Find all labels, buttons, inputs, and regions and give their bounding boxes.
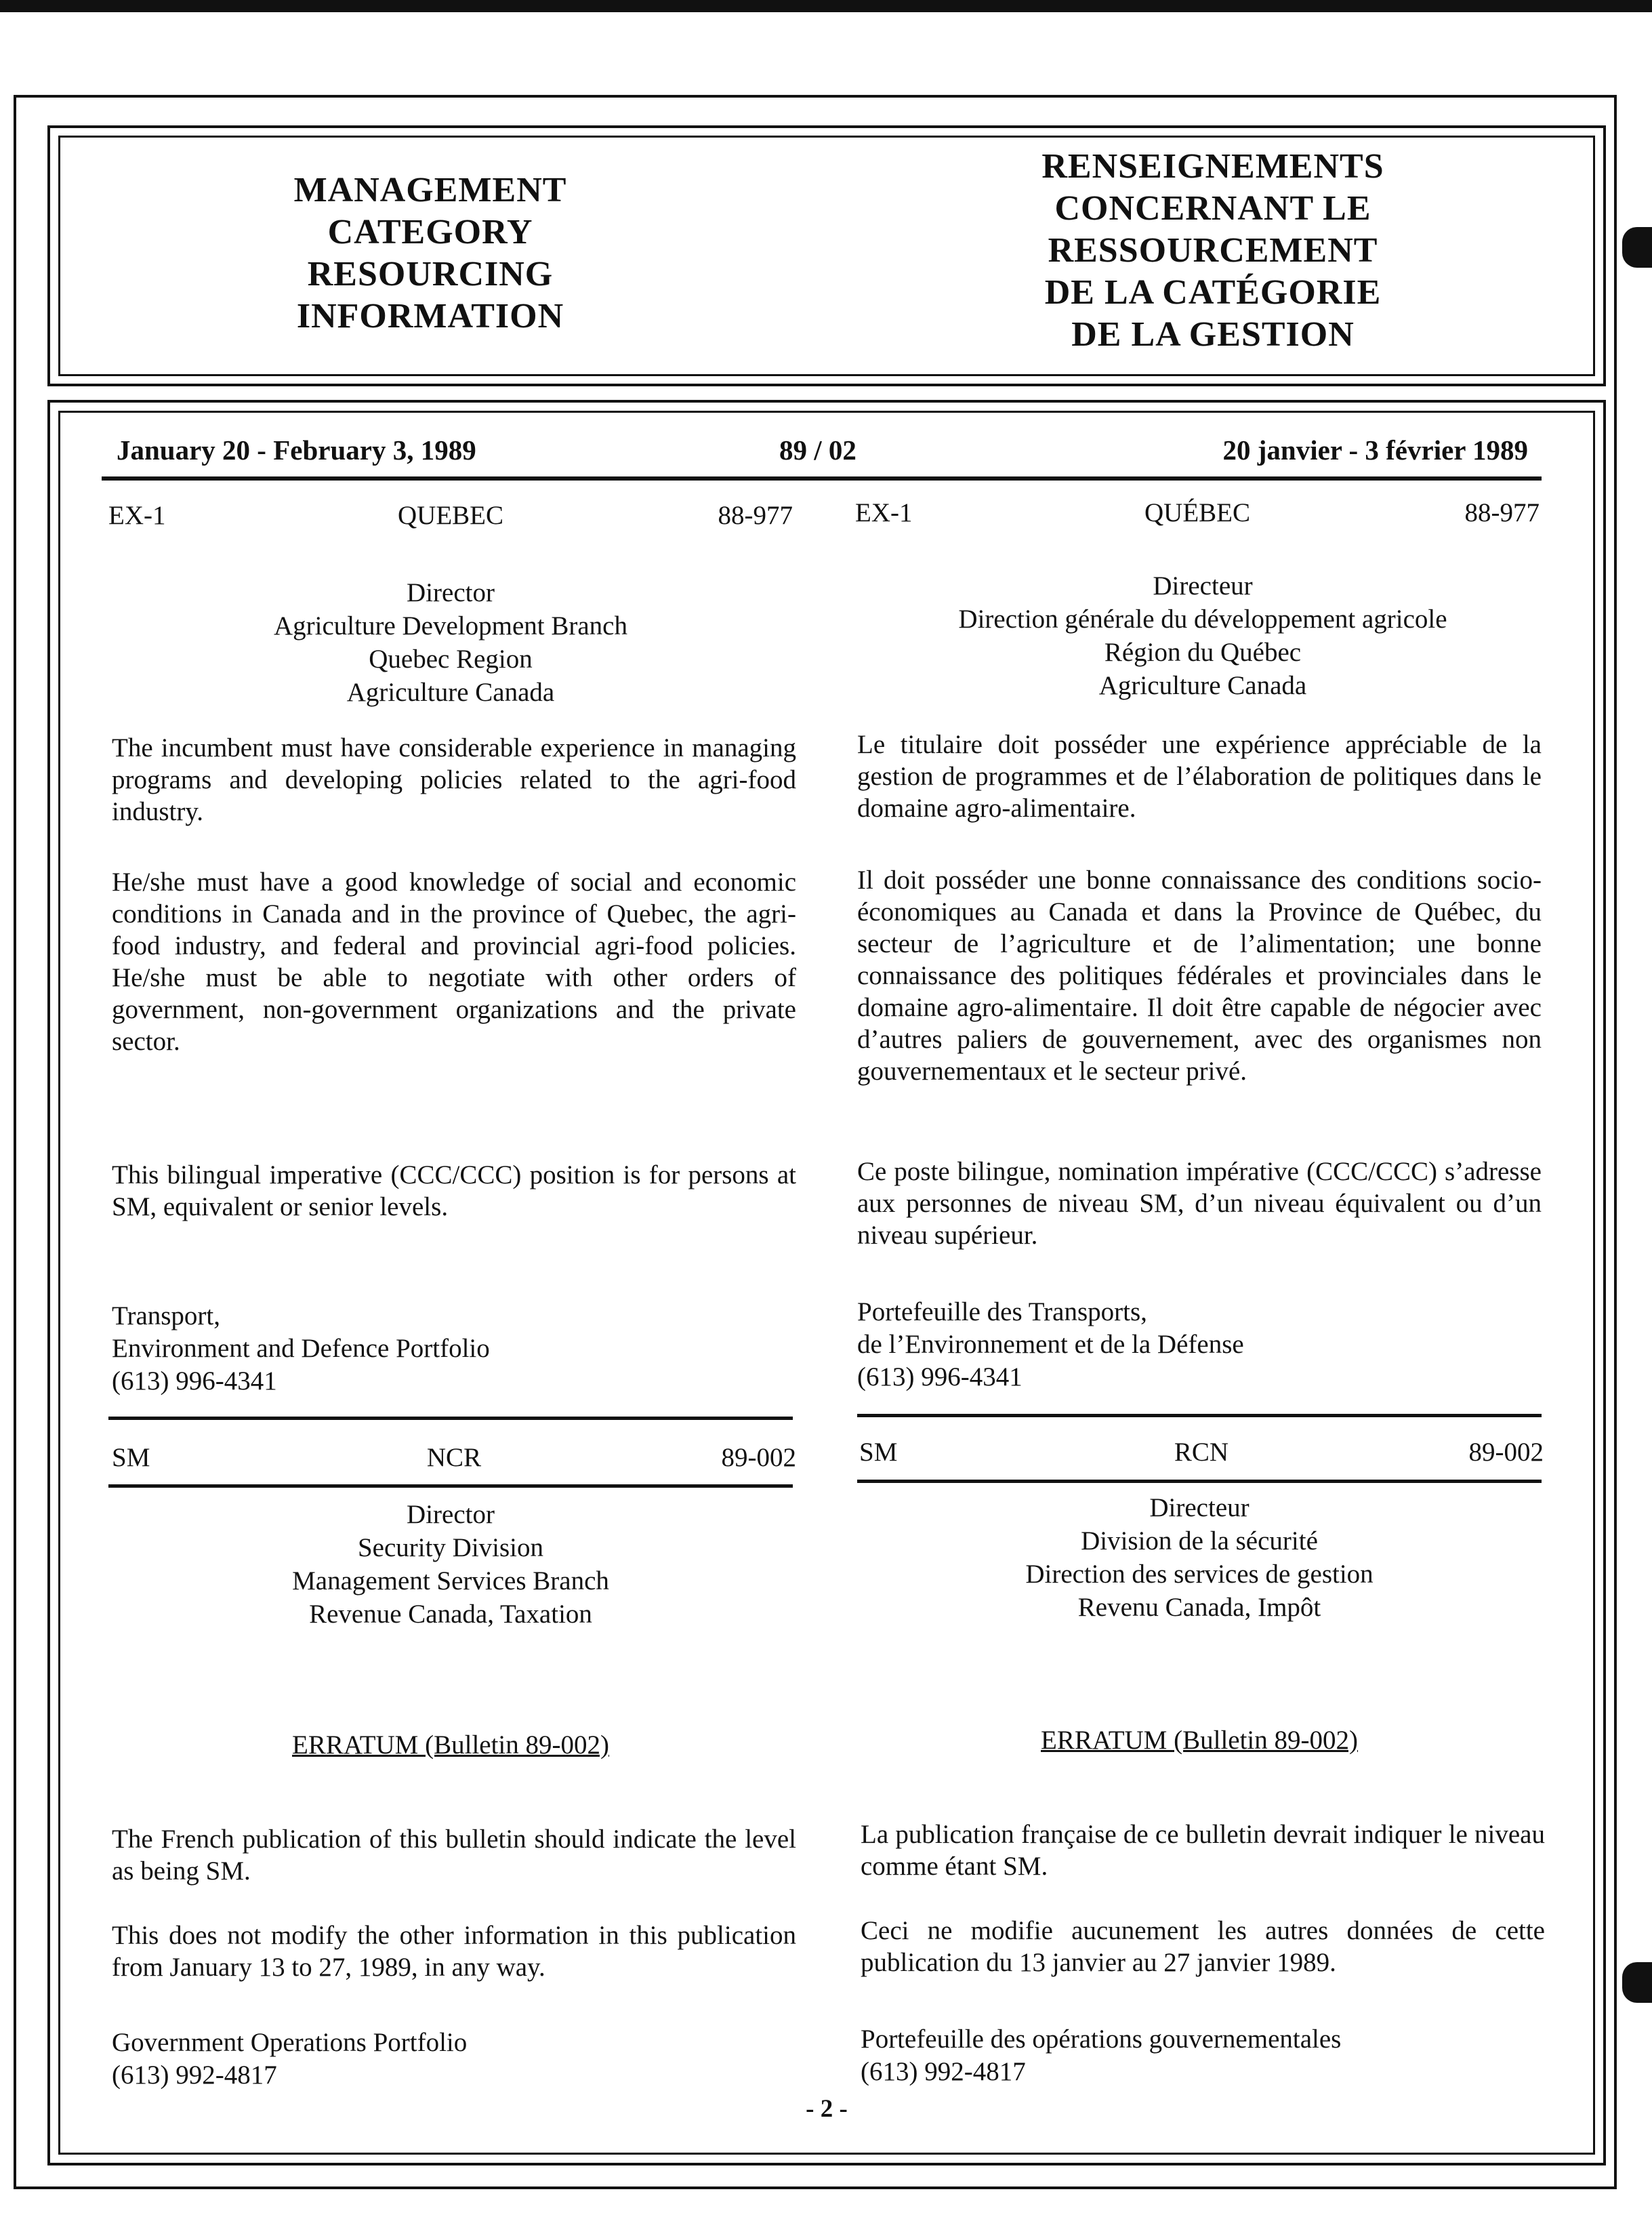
contact-line: (613) 992-4817 [861, 2057, 1026, 2086]
contact-line: (613) 996-4341 [857, 1362, 1023, 1391]
section-rule [108, 1417, 793, 1420]
paragraph: Il doit posséder une bonne connaissance des conditions socio-économiques au Canada et dans la Province de Québec, du secteur de l’agriculture et de l’alimentation; une bonne connaissance des politiques fédérales et provinciales dans le domaine agro-alimentaire. Il doit être capable de négocier avec d’autres paliers de gouvernement, avec des organismes non gouvernementaux et le secteur privé. [857, 866, 1542, 1086]
paragraph: Le titulaire doit posséder une expérience appréciable de la gestion de programmes et de l’élaboration de politiques dans le domaine agro-alimentaire. [857, 730, 1542, 823]
section-rule [857, 1414, 1542, 1417]
paragraph: Ceci ne modifie aucunement les autres données de cette publication du 13 janvier au 27 janvier 1989. [861, 1916, 1545, 1977]
position-codes-en-1 [108, 500, 793, 534]
section-rule [108, 1484, 793, 1488]
contact-line: (613) 996-4341 [112, 1366, 277, 1396]
title-line: Director [407, 578, 495, 607]
title-english [237, 169, 623, 338]
title-line: RENSEIGNEMENTS [1041, 147, 1384, 186]
title-line: CATEGORY [327, 213, 533, 251]
page-top-edge [0, 0, 1652, 12]
contact-fr-1 [857, 1296, 1542, 1394]
contact-line: de l’Environnement et de la Défense [857, 1330, 1244, 1359]
title-line: Région du Québec [1104, 638, 1302, 667]
position-title-en-1 [108, 576, 793, 709]
title-line: Agriculture Development Branch [274, 611, 627, 640]
contact-fr-2 [861, 2023, 1545, 2088]
contact-en-1 [112, 1300, 796, 1398]
title-line: RESOURCING [307, 255, 554, 293]
paragraph: The French publication of this bulletin should indicate the level as being SM. [112, 1825, 796, 1886]
binder-ring-mark [1622, 1962, 1652, 2003]
title-line: Directeur [1153, 571, 1253, 601]
date-english: January 20 - February 3, 1989 [117, 434, 476, 466]
location-code: QUÉBEC [1144, 498, 1250, 527]
contact-line: Portefeuille des Transports, [857, 1297, 1147, 1326]
position-codes-en-2 [112, 1442, 796, 1476]
competition-number: 89-002 [721, 1443, 796, 1472]
title-line: RESSOURCEMENT [1048, 231, 1378, 270]
title-line: Agriculture Canada [1098, 671, 1307, 700]
contact-en-2 [112, 2027, 796, 2092]
paragraph: The incumbent must have considerable experience in managing programs and developing policies related to the agri-food industry. [112, 733, 796, 826]
title-french [976, 146, 1450, 356]
title-line: Direction générale du développement agricole [958, 605, 1447, 634]
paragraph: La publication française de ce bulletin devrait indiquer le niveau comme étant SM. [861, 1820, 1545, 1881]
erratum-heading: ERRATUM (Bulletin 89-002) [292, 1730, 609, 1760]
title-line: Division de la sécurité [1081, 1526, 1318, 1555]
title-line: Revenue Canada, Taxation [309, 1600, 592, 1629]
position-title-fr-2 [857, 1491, 1542, 1624]
date-french: 20 janvier - 3 février 1989 [1222, 434, 1528, 466]
erratum-heading: ERRATUM (Bulletin 89-002) [1041, 1726, 1358, 1755]
title-line: Agriculture Canada [346, 678, 555, 707]
title-line: Quebec Region [369, 645, 533, 674]
competition-number: 88-977 [718, 501, 793, 530]
title-line: Management Services Branch [292, 1566, 609, 1595]
competition-number: 89-002 [1468, 1438, 1544, 1467]
paragraph: This does not modify the other information in this publication from January 13 to 27, 1989, in any way. [112, 1921, 796, 1982]
location-code: QUEBEC [398, 501, 503, 530]
title-line: DE LA CATÉGORIE [1044, 273, 1382, 312]
title-line: Director [407, 1500, 495, 1529]
location-code: NCR [426, 1443, 482, 1472]
group-code: EX-1 [108, 501, 166, 530]
contact-line: Portefeuille des opérations gouvernementales [861, 2025, 1342, 2054]
dateline-rule [102, 476, 1542, 481]
title-line: INFORMATION [296, 297, 564, 335]
page-number: - 2 - [806, 2095, 848, 2123]
section-rule [857, 1480, 1542, 1483]
position-codes-fr-1 [855, 497, 1540, 531]
position-title-fr-1 [861, 569, 1545, 702]
binder-ring-mark [1622, 227, 1652, 268]
contact-line: Government Operations Portfolio [112, 2028, 468, 2057]
title-line: CONCERNANT LE [1054, 189, 1371, 228]
group-code: EX-1 [855, 498, 913, 527]
contact-line: Environment and Defence Portfolio [112, 1334, 490, 1363]
group-code: SM [859, 1438, 898, 1467]
title-line: Directeur [1149, 1493, 1250, 1522]
location-code: RCN [1174, 1438, 1229, 1467]
issue-number: 89 / 02 [779, 434, 856, 466]
competition-number: 88-977 [1464, 498, 1540, 527]
paragraph: He/she must have a good knowledge of social and economic conditions in Canada and in the province of Quebec, the agri-food industry, and federal and provincial agri-food policies. He/she must be able to negotiate with other orders of government, non-government organizations and the private sector. [112, 868, 796, 1056]
position-codes-fr-2 [859, 1437, 1544, 1471]
title-line: Direction des services de gestion [1025, 1560, 1374, 1589]
title-line: MANAGEMENT [293, 171, 567, 209]
paragraph: This bilingual imperative (CCC/CCC) position is for persons at SM, equivalent or senior levels. [112, 1160, 796, 1221]
title-line: DE LA GESTION [1071, 315, 1355, 354]
contact-line: (613) 992-4817 [112, 2060, 277, 2090]
group-code: SM [112, 1443, 150, 1472]
title-line: Revenu Canada, Impôt [1077, 1593, 1321, 1622]
contact-line: Transport, [112, 1301, 220, 1330]
paragraph: Ce poste bilingue, nomination impérative (CCC/CCC) s’adresse aux personnes de niveau SM, d’un niveau équivalent ou d’un niveau supérieur. [857, 1157, 1542, 1250]
title-line: Security Division [357, 1533, 544, 1562]
position-title-en-2 [108, 1498, 793, 1631]
